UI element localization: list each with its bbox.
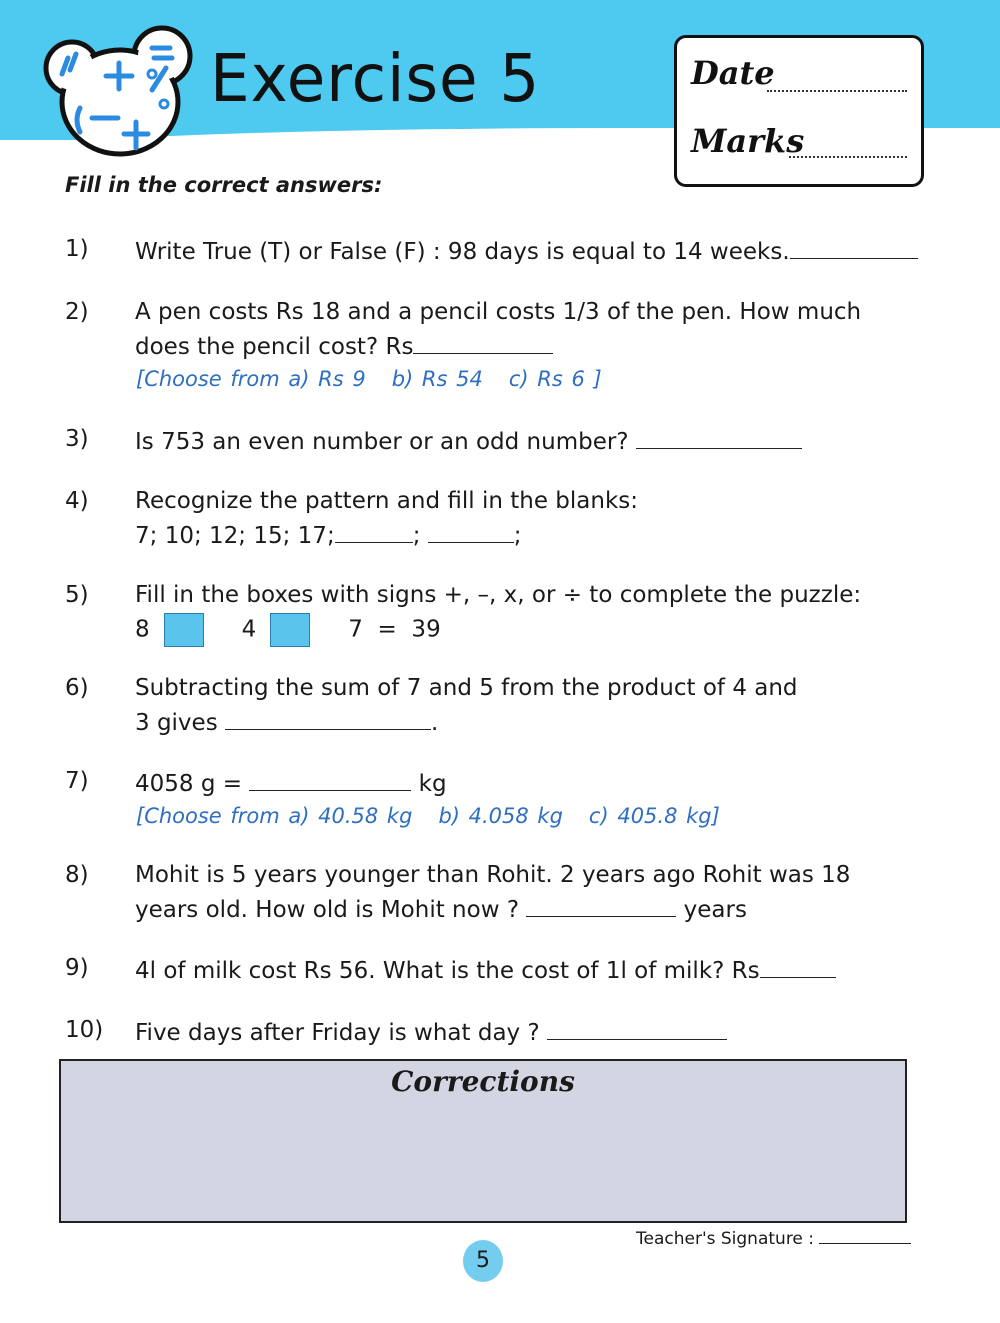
question-number: 8)	[65, 862, 89, 888]
question-4-line-2: 7; 10; 12; 15; 17; ; ;	[135, 520, 522, 549]
question-3: Is 753 an even number or an odd number?	[135, 426, 802, 455]
question-10: Five days after Friday is what day ?	[135, 1017, 727, 1046]
question-number: 1)	[65, 236, 89, 262]
question-8-line-2: years old. How old is Mohit now ? years	[135, 894, 747, 923]
question-6-line-1: Subtracting the sum of 7 and 5 from the product of 4 and	[135, 675, 798, 701]
corrections-box[interactable]	[59, 1059, 907, 1223]
answer-blank[interactable]	[526, 894, 676, 917]
question-1: Write True (T) or False (F) : 98 days is equal to 14 weeks.	[135, 236, 918, 265]
date-marks-box	[674, 35, 924, 187]
date-label: Date	[691, 54, 775, 92]
question-2-choices: [Choose from a) Rs 9 b) Rs 54 c) Rs 6 ]	[136, 367, 602, 391]
question-number: 4)	[65, 488, 89, 514]
question-5-puzzle: 8 4 7 = 39	[135, 613, 441, 647]
question-7-choices: [Choose from a) 40.58 kg b) 4.058 kg c) 405.8 kg]	[136, 804, 720, 828]
question-5-line-1: Fill in the boxes with signs +, –, x, or ÷ to complete the puzzle:	[135, 582, 862, 608]
corrections-title: Corrections	[391, 1065, 575, 1098]
answer-blank[interactable]	[547, 1017, 727, 1040]
question-number: 10)	[65, 1017, 104, 1043]
question-number: 5)	[65, 582, 89, 608]
teacher-signature: Teacher's Signature :	[636, 1229, 911, 1249]
answer-blank[interactable]	[335, 520, 413, 543]
question-8-line-1: Mohit is 5 years younger than Rohit. 2 years ago Rohit was 18	[135, 862, 851, 888]
math-mascot-icon	[40, 18, 200, 158]
question-9: 4l of milk cost Rs 56. What is the cost of 1l of milk? Rs	[135, 955, 836, 984]
answer-blank[interactable]	[636, 426, 802, 449]
question-number: 3)	[65, 426, 89, 452]
question-number: 7)	[65, 768, 89, 794]
page-number: 5	[463, 1240, 503, 1282]
answer-blank[interactable]	[760, 955, 836, 978]
answer-blank[interactable]	[249, 768, 411, 791]
question-number: 2)	[65, 299, 89, 325]
marks-field[interactable]	[789, 156, 907, 158]
answer-blank[interactable]	[225, 707, 431, 730]
answer-blank[interactable]	[413, 331, 553, 354]
question-2-line-1: A pen costs Rs 18 and a pencil costs 1/3 of the pen. How much	[135, 299, 862, 325]
answer-blank[interactable]	[790, 236, 918, 259]
date-field[interactable]	[767, 90, 907, 92]
page-title: Exercise 5	[210, 40, 541, 117]
question-number: 6)	[65, 675, 89, 701]
marks-label: Marks	[691, 122, 805, 160]
sign-box[interactable]	[164, 613, 204, 647]
instruction: Fill in the correct answers:	[65, 173, 383, 197]
answer-blank[interactable]	[428, 520, 514, 543]
question-number: 9)	[65, 955, 89, 981]
question-7: 4058 g = kg	[135, 768, 447, 797]
question-2-line-2: does the pencil cost? Rs	[135, 331, 553, 360]
signature-field[interactable]	[819, 1229, 911, 1244]
question-4-line-1: Recognize the pattern and fill in the blanks:	[135, 488, 639, 514]
question-6-line-2: 3 gives .	[135, 707, 438, 736]
sign-box[interactable]	[270, 613, 310, 647]
